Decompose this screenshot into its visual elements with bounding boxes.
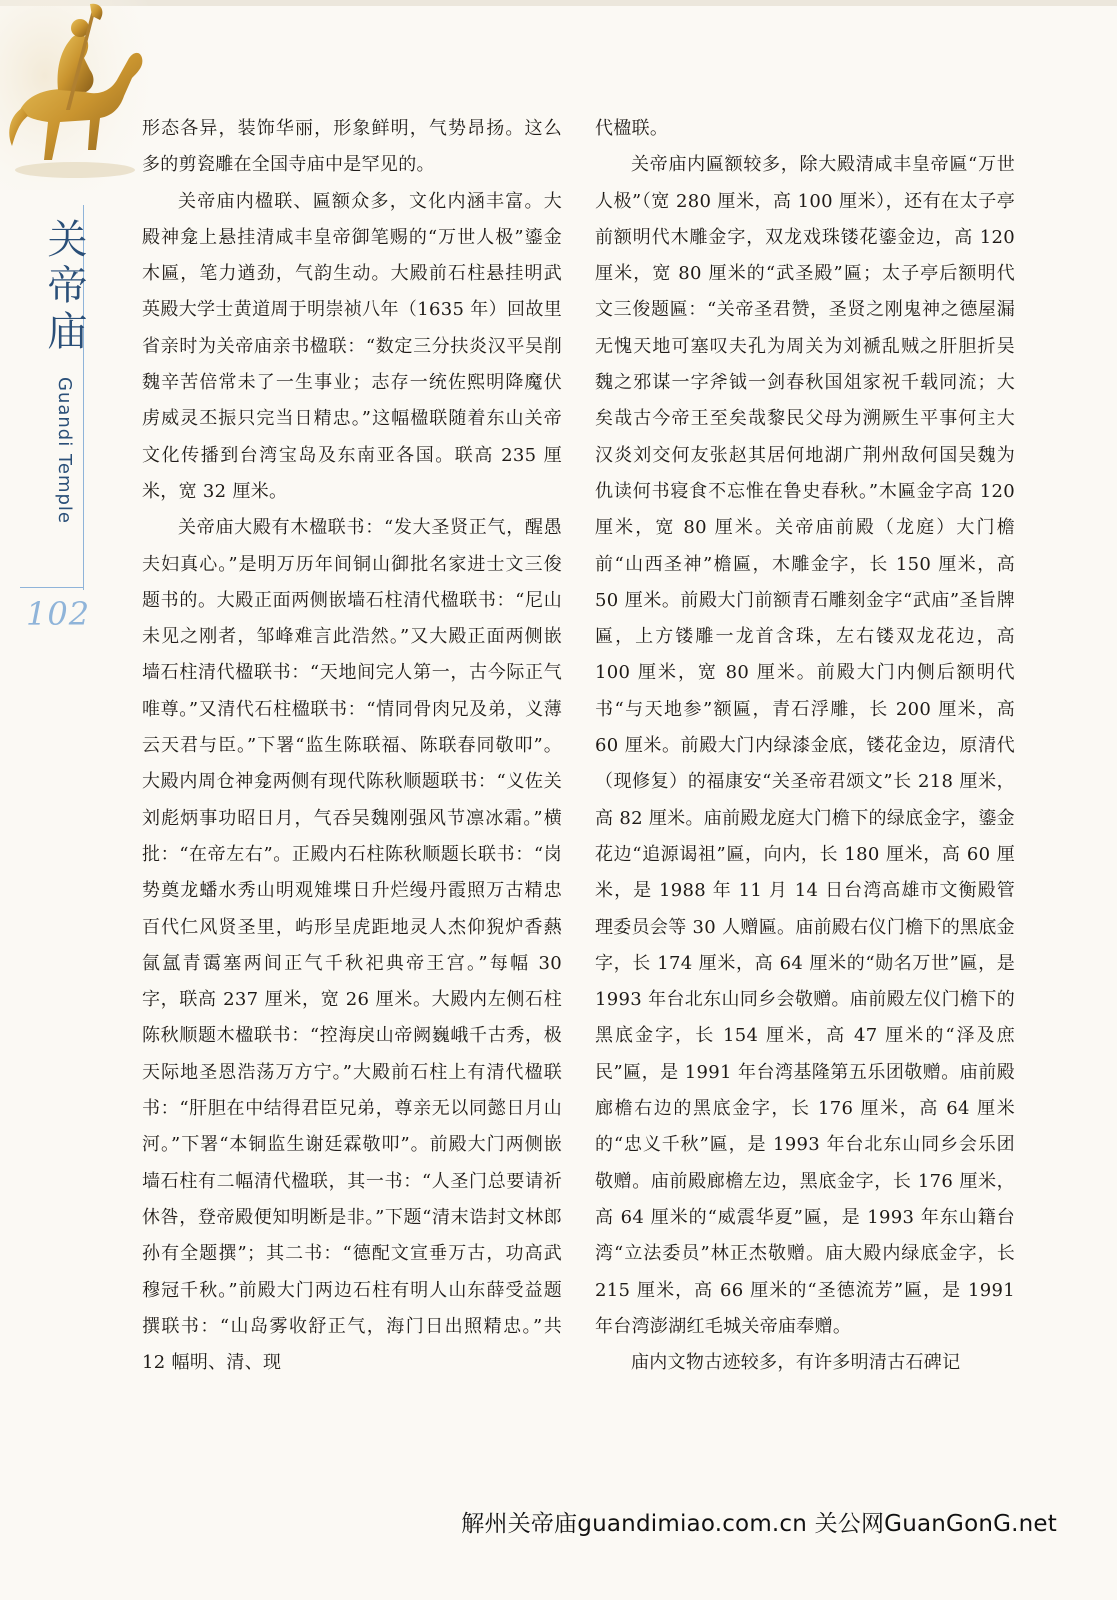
page-number: 102 (26, 595, 91, 633)
left-paragraph-3: 关帝庙大殿有木楹联书：“发大圣贤正气，醒愚夫妇真心。”是明万历年间铜山御批名家进士文三俊题书的。大殿正面两侧嵌墙石柱清代楹联书：“尼山未见之刚者，邹峰难言此浩然。”又大殿正面两侧嵌墙石柱清代楹联书：“天地间完人第一，古今际正气唯尊。”又清代石柱楹联书：“情同骨肉兄及弟，义薄云天君与臣。”下署“监生陈联福、陈联春同敬叩”。大殿内周仓神龛两侧有现代陈秋顺题联书：“义佐关刘彪炳事功昭日月，气吞吴魏刚强风节凛冰霜。”横批：“在帝左右”。正殿内石柱陈秋顺题长联书：“岗势奠龙蟠水秀山明观雉堞日升烂缦丹霞照万古精忠百代仁风贤圣里，屿形呈虎距地灵人杰仰猊炉香爇氤氲青霭塞两间正气千秋祀典帝王宫。”每幅 30 字，联高 237 厘米，宽 26 厘米。大殿内左侧石柱陈秋顺题木楹联书：“控海戾山帝阙巍峨千古秀，极天际地圣恩浩荡万方宁。”大殿前石柱上有清代楹联书：“肝胆在中结得君臣兄弟，尊亲无以同懿日月山河。”下署“本铜监生谢廷霖敬叩”。前殿大门两侧嵌墙石柱有二幅清代楹联，其一书：“人圣门总要请祈休咎，登帝殿便知明断是非。”下题“清末诰封文林郎孙有全题撰”；其二书：“德配文宣垂万古，功高武穆冠千秋。”前殿大门两边石柱有明人山东薛受益题撰联书：“山岛雾收舒正气，海门日出照精忠。”共 12 幅明、清、现 (142, 517, 562, 1374)
running-title-english: Guandi Temple (54, 377, 75, 525)
sidebar-horizontal-rule (20, 587, 84, 588)
sidebar-running-title (36, 218, 93, 524)
running-title-chinese: 关帝庙 (41, 218, 87, 356)
left-text-column (142, 111, 562, 1381)
guan-yu-equestrian-statue-image (0, 0, 150, 190)
left-paragraph-2: 关帝庙内楹联、匾额众多，文化内涵丰富。大殿神龛上悬挂清咸丰皇帝御笔赐的“万世人极”鎏金木匾，笔力遒劲，气韵生动。大殿前石柱悬挂明武英殿大学士黄道周于明崇祯八年（1635 年）回故里省亲时为关帝庙亲书楹联：“数定三分扶炎汉平吴削魏辛苦倍常未了一生事业；志存一统佐熙明降魔伏虏威灵丕振只完当日精忠。”这幅楹联随着东山关帝文化传播到台湾宝岛及东南亚各国。联高 235 厘米，宽 32 厘米。 (142, 190, 562, 502)
right-paragraph-1: 代楹联。 (595, 118, 669, 139)
left-paragraph-1: 形态各异，装饰华丽，形象鲜明，气势昂扬。这么多的剪瓷雕在全国寺庙中是罕见的。 (142, 118, 562, 176)
right-paragraph-3: 庙内文物古迹较多，有许多明清古石碑记 (631, 1352, 961, 1374)
page-top-edge (0, 0, 1117, 6)
right-text-column (595, 111, 1015, 1381)
right-paragraph-2: 关帝庙内匾额较多，除大殿清咸丰皇帝匾“万世人极”（宽 280 厘米，高 100 厘米），还有在太子亭前额明代木雕金字，双龙戏珠镂花鎏金边，高 120 厘米，宽 80 厘米的“武圣殿”匾；太子亭后额明代文三俊题匾：“关帝圣君赞，圣贤之刚鬼神之德屋漏无愧天地可塞叹夫孔为周关为刘褫乱贼之肝胆折吴魏之邪谋一字斧钺一剑春秋国俎家祝千载同流；大矣哉古今帝王至矣哉黎民父母为溯厥生平事何主大汉炎刘交何友张赵其居何地湖广荆州敌何国吴魏为仇读何书寝食不忘惟在鲁史春秋。”木匾金字高 120 厘米，宽 80 厘米。关帝庙前殿（龙庭）大门檐前“山西圣神”檐匾，木雕金字，长 150 厘米，高 50 厘米。前殿大门前额青石雕刻金字“武庙”圣旨牌匾，上方镂雕一龙首含珠，左右镂双龙花边，高 100 厘米，宽 80 厘米。前殿大门内侧后额明代书“与天地参”额匾，青石浮雕，长 200 厘米，高 60 厘米。前殿大门内绿漆金底，镂花金边，原清代（现修复）的福康安“关圣帝君颂文”长 218 厘米，高 82 厘米。庙前殿龙庭大门檐下的绿底金字，鎏金花边“追源谒祖”匾，向内，长 180 厘米，高 60 厘米，是 1988 年 11 月 14 日台湾高雄市文衡殿管理委员会等 30 人赠匾。庙前殿右仪门檐下的黑底金字，长 174 厘米，高 64 厘米的“勋名万世”匾，是 1993 年台北东山同乡会敬赠。庙前殿左仪门檐下的黑底金字，长 154 厘米，高 47 厘米的“泽及庶民”匾，是 1991 年台湾基隆第五乐团敬赠。庙前殿廊檐右边的黑底金字，长 176 厘米，高 64 厘米的“忠义千秋”匾，是 1993 年台北东山同乡会乐团敬赠。庙前殿廊檐左边，黑底金字，长 176 厘米，高 64 厘米的“威震华夏”匾，是 1993 年东山籍台湾“立法委员”林正杰敬赠。庙大殿内绿底金字，长 215 厘米，高 66 厘米的“圣德流芳”匾，是 1991 年台湾澎湖红毛城关帝庙奉赠。 (595, 154, 1015, 1337)
website-watermark: 解州关帝庙guandimiao.com.cn 关公网GuanGonG.net (461, 1511, 1057, 1537)
